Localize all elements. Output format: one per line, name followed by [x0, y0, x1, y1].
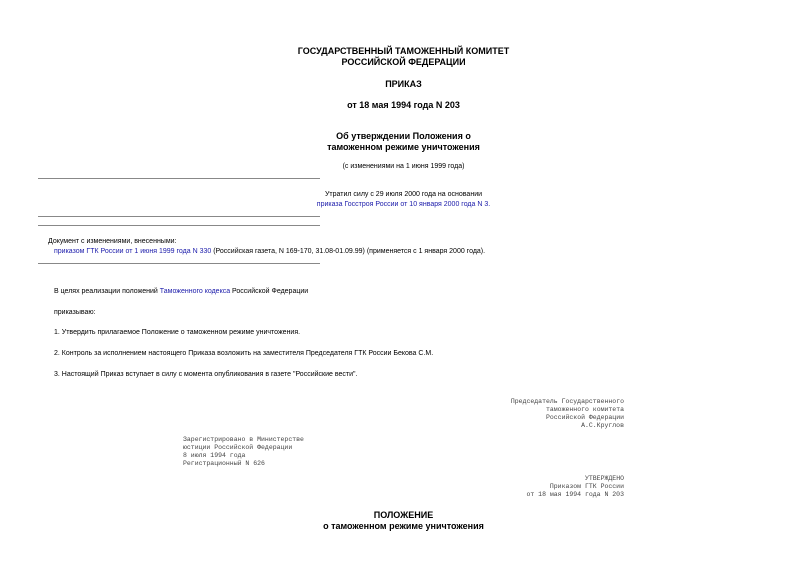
signature-line2: таможенного комитета — [545, 406, 624, 413]
doc-title-line1: Об утверждении Положения о — [336, 131, 471, 141]
divider — [38, 216, 320, 217]
registration-line3: 8 июля 1994 года — [183, 452, 246, 459]
changes-line — [54, 247, 485, 256]
registration-line2: юстиции Российской Федерации — [183, 444, 293, 451]
doc-date: от 18 мая 1994 года N 203 — [347, 100, 460, 110]
item-3: 3. Настоящий Приказ вступает в силу с момента опубликования в газете "Российские вести". — [54, 371, 358, 378]
registration-block — [183, 436, 304, 468]
divider — [38, 178, 320, 179]
changes-link[interactable]: приказом ГТК России от 1 июня 1999 года N 330 — [54, 248, 212, 255]
lost-force-basis-link[interactable] — [0, 200, 807, 209]
signature-block — [511, 398, 624, 430]
p1-after: Российской Федерации — [230, 288, 309, 295]
org-name-line2: РОССИЙСКОЙ ФЕДЕРАЦИИ — [341, 57, 466, 67]
registration-line4: Регистрационный N 626 — [183, 460, 265, 467]
changes-intro: Документ с изменениями, внесенными: — [48, 238, 177, 245]
paragraph-1 — [54, 287, 308, 296]
doc-title-line2: таможенном режиме уничтожения — [327, 142, 480, 152]
signature-line3: Российской Федерации — [545, 414, 624, 421]
approved-line1: УТВЕРЖДЕНО — [584, 475, 624, 482]
item-1: 1. Утвердить прилагаемое Положение о таможенном режиме уничтожения. — [54, 329, 301, 336]
divider — [38, 263, 320, 264]
approved-line3: от 18 мая 1994 года N 203 — [526, 491, 624, 498]
approved-block — [526, 475, 624, 499]
customs-code-link[interactable]: Таможенного кодекса — [159, 288, 231, 295]
item-2: 2. Контроль за исполнением настоящего Приказа возложить на заместителя Председателя ГТК России Бекова С.М. — [54, 350, 434, 357]
signature-line1: Председатель Государственного — [510, 398, 624, 405]
changes-rest: (Российская газета, N 169-170, 31.08-01.09.99) (применяется с 1 января 2000 года). — [211, 248, 486, 255]
regulation-title: ПОЛОЖЕНИЕ — [373, 510, 434, 520]
registration-line1: Зарегистрировано в Министерстве — [183, 436, 304, 443]
order-word: приказываю: — [54, 309, 96, 316]
lost-force-text: Утратил силу с 29 июля 2000 года на основании — [324, 191, 483, 198]
approved-line2: Приказом ГТК России — [549, 483, 624, 490]
org-name-line1: ГОСУДАРСТВЕННЫЙ ТАМОЖЕННЫЙ КОМИТЕТ — [297, 46, 510, 56]
divider — [38, 225, 320, 226]
amendments-note: (с изменениями на 1 июня 1999 года) — [342, 163, 465, 170]
signature-line4: А.С.Круглов — [581, 422, 624, 429]
p1-before: В целях реализации положений — [54, 288, 160, 295]
regulation-subtitle: о таможенном режиме уничтожения — [323, 521, 484, 531]
doc-type: ПРИКАЗ — [385, 79, 422, 89]
basis-link[interactable]: приказа Госстроя России от 10 января 2000 года N 3. — [316, 201, 491, 208]
